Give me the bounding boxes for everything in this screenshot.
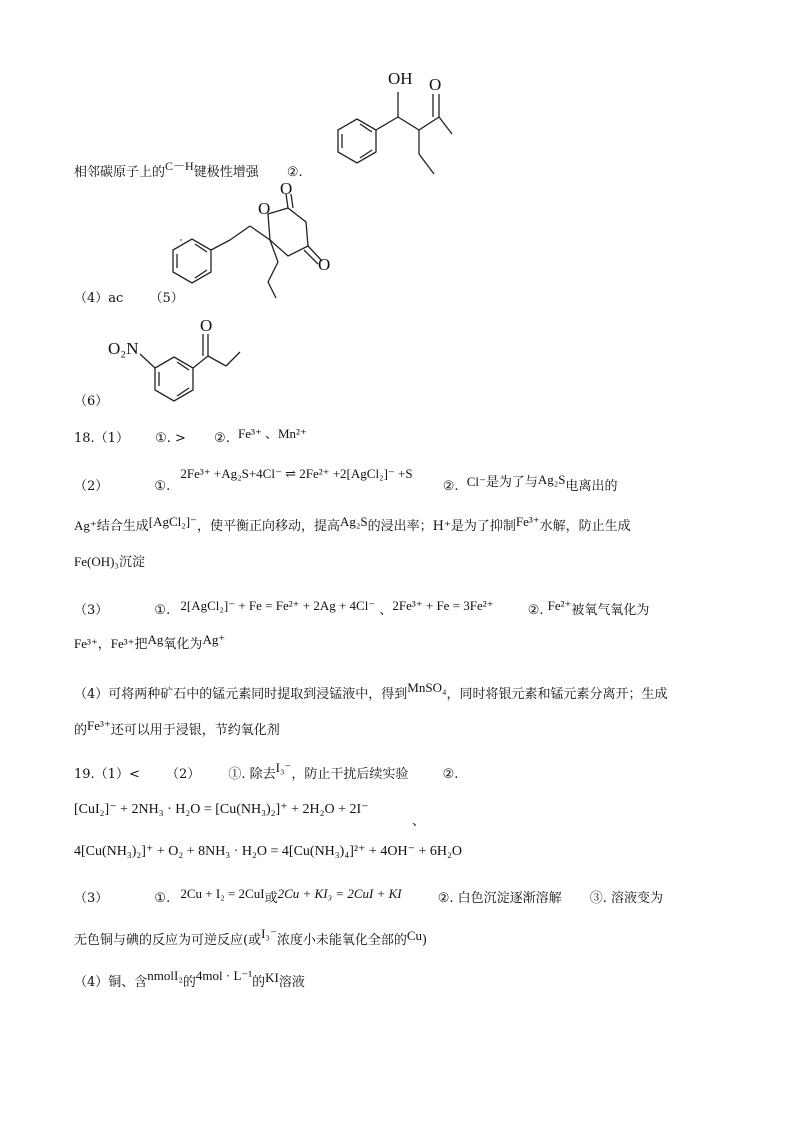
text: Ag⁺结合生成 xyxy=(74,518,149,533)
equation: 2[AgCl₂]⁻ + Fe = Fe²⁺ + 2Ag + 4Cl⁻ xyxy=(180,598,376,613)
item-2: ②. xyxy=(527,603,544,618)
q19-part3-line2 xyxy=(74,926,428,951)
text: 氧化为 xyxy=(163,637,203,652)
text: Cl⁻是为了与 xyxy=(466,474,538,489)
item-1: ①. xyxy=(154,479,171,494)
text: ，使平衡正向移动，提高 xyxy=(197,519,341,534)
formula: Cu xyxy=(406,928,422,943)
lactone-carbonyl-o: O xyxy=(280,179,293,198)
text: 被氧气氧化为 xyxy=(571,603,650,618)
q19-part4 xyxy=(74,968,305,993)
ions: Fe³⁺ 、Mn²⁺ xyxy=(237,426,307,441)
text: （4）可将两种矿石中的锰元素同时提取到浸锰液中，得到 xyxy=(74,687,408,702)
text: 或 xyxy=(264,891,278,906)
text: 的 xyxy=(252,975,266,990)
item-3: ③. 溶液变为 xyxy=(589,891,664,906)
text: ) xyxy=(422,933,428,948)
structure-hydroxy-ketone xyxy=(330,62,460,182)
formula: MnSO₄ xyxy=(407,680,447,695)
formula: I₃⁻ xyxy=(275,760,292,775)
text: 的 xyxy=(74,723,88,738)
formula: I₃⁻ xyxy=(261,926,277,941)
ketone-o-label: O xyxy=(318,255,331,274)
nitro-label: O₂N xyxy=(108,339,139,358)
equation: [CuI₂]⁻ + 2NH₃ · H₂O = [Cu(NH₃)₂]⁺ + 2H₂O + 2I⁻ xyxy=(74,802,369,817)
item-2: ②. xyxy=(442,767,459,782)
item-1: ①. 除去 xyxy=(228,767,276,782)
stray-mark: ' xyxy=(180,237,182,249)
text: ，防止干扰后续实验 xyxy=(291,767,409,782)
item-1: ①. xyxy=(154,891,171,906)
equation: 2Fe³⁺ +Ag₂S+4Cl⁻ ⇌ 2Fe²⁺ +2[AgCl₂]⁻ +S xyxy=(180,466,413,481)
formula: Fe(OH)₃ xyxy=(74,554,119,569)
text: 相邻碳原子上的 xyxy=(74,165,166,180)
part-label: （2） xyxy=(165,767,201,782)
q18-part3-line2 xyxy=(74,634,225,655)
text: （4）铜、含 xyxy=(74,975,148,990)
lactone-ring xyxy=(268,208,308,256)
formula: Ag xyxy=(147,632,164,647)
formula: Ag₂S xyxy=(340,514,368,529)
text: 水解，防止生成 xyxy=(539,519,631,534)
item-2: ②. xyxy=(214,431,230,446)
benzene-ring xyxy=(173,239,211,283)
ring-o-label: O xyxy=(258,199,271,218)
q19-part3-line1 xyxy=(74,888,663,909)
text: 键极性增强 xyxy=(193,165,259,180)
item-1: ①. xyxy=(154,603,171,618)
answer-line-1 xyxy=(74,159,303,183)
separator: 、 xyxy=(379,603,393,618)
equation: 2Cu + KI₃ = 2CuI + KI xyxy=(277,886,402,901)
question-number: 19.（1）< xyxy=(74,767,140,782)
text: 沉淀 xyxy=(118,555,145,570)
q19-equation-2 xyxy=(74,842,462,862)
text: 电离出的 xyxy=(565,479,618,494)
formula: Fe³⁺ xyxy=(87,718,111,733)
text: ，同时将银元素和锰元素分离开；生成 xyxy=(446,687,668,702)
q19-part1 xyxy=(74,760,459,785)
q18-part3-line1 xyxy=(74,600,649,621)
structure-nitropropiophenone xyxy=(104,318,244,408)
q18-part2-line3 xyxy=(74,552,145,573)
question-number: 18.（1） xyxy=(74,431,129,446)
benzene-ring xyxy=(155,357,193,401)
q18-part4-line2 xyxy=(74,720,280,741)
separator: 、 xyxy=(412,814,426,829)
q18-part2-line2 xyxy=(74,516,631,537)
part-label: （2） xyxy=(74,479,109,494)
formula: 4mol · L⁻¹ xyxy=(195,968,253,983)
item-number: ②. xyxy=(286,165,303,180)
oh-label: OH xyxy=(388,69,413,88)
text: 浓度小未能氧化全部的 xyxy=(276,933,407,948)
formula: Ag⁺ xyxy=(202,632,226,647)
formula: Ag₂S xyxy=(537,472,566,487)
formula: KI xyxy=(265,970,279,985)
text: 还可以用于浸银，节约氧化剂 xyxy=(110,723,280,738)
carbonyl-o-label: O xyxy=(200,316,213,335)
text: 溶液 xyxy=(278,975,305,990)
item-2: ②. 白色沉淀逐渐溶解 xyxy=(437,891,562,906)
structure-lactone xyxy=(178,179,338,300)
answer-line-6: （6） xyxy=(74,394,109,409)
item-2: ②. xyxy=(442,479,459,494)
equation: 2Cu + I₂ = 2CuI xyxy=(180,886,265,901)
q19-equation-1 xyxy=(74,800,369,820)
part-label: （3） xyxy=(74,891,109,906)
part-5-label: （5） xyxy=(149,291,184,306)
carbonyl-o-label: O xyxy=(429,75,442,94)
text: Fe³⁺，Fe³⁺把 xyxy=(74,636,148,651)
text: 无色铜与碘的反应为可逆反应(或 xyxy=(74,933,262,948)
benzene-ring xyxy=(338,119,376,163)
formula: [AgCl₂]⁻ xyxy=(148,514,197,529)
q18-part4-line1 xyxy=(74,680,668,705)
formula: nmolI₂ xyxy=(147,968,183,983)
q18-part2-line1 xyxy=(74,466,618,497)
answer-line-4 xyxy=(74,289,184,309)
formula: Fe³⁺ xyxy=(515,514,540,529)
q18-part1 xyxy=(74,428,307,449)
text: 的 xyxy=(182,975,196,990)
ch-bond: C－H xyxy=(165,159,194,173)
part-label: （3） xyxy=(74,603,109,618)
part-4-answer: （4）ac xyxy=(74,291,124,306)
equation: 2Fe³⁺ + Fe = 3Fe²⁺ xyxy=(392,598,494,613)
text: 的浸出率；H⁺是为了抑制 xyxy=(367,519,516,534)
equation: 4[Cu(NH₃)₂]⁺ + O₂ + 8NH₃ · H₂O = 4[Cu(NH₃)₄]²⁺ + 4OH⁻ + 6H₂O xyxy=(74,844,462,859)
item-1: ①. > xyxy=(155,431,186,446)
formula: Fe²⁺ xyxy=(547,598,572,613)
q19-equation-1-sep xyxy=(412,812,425,832)
